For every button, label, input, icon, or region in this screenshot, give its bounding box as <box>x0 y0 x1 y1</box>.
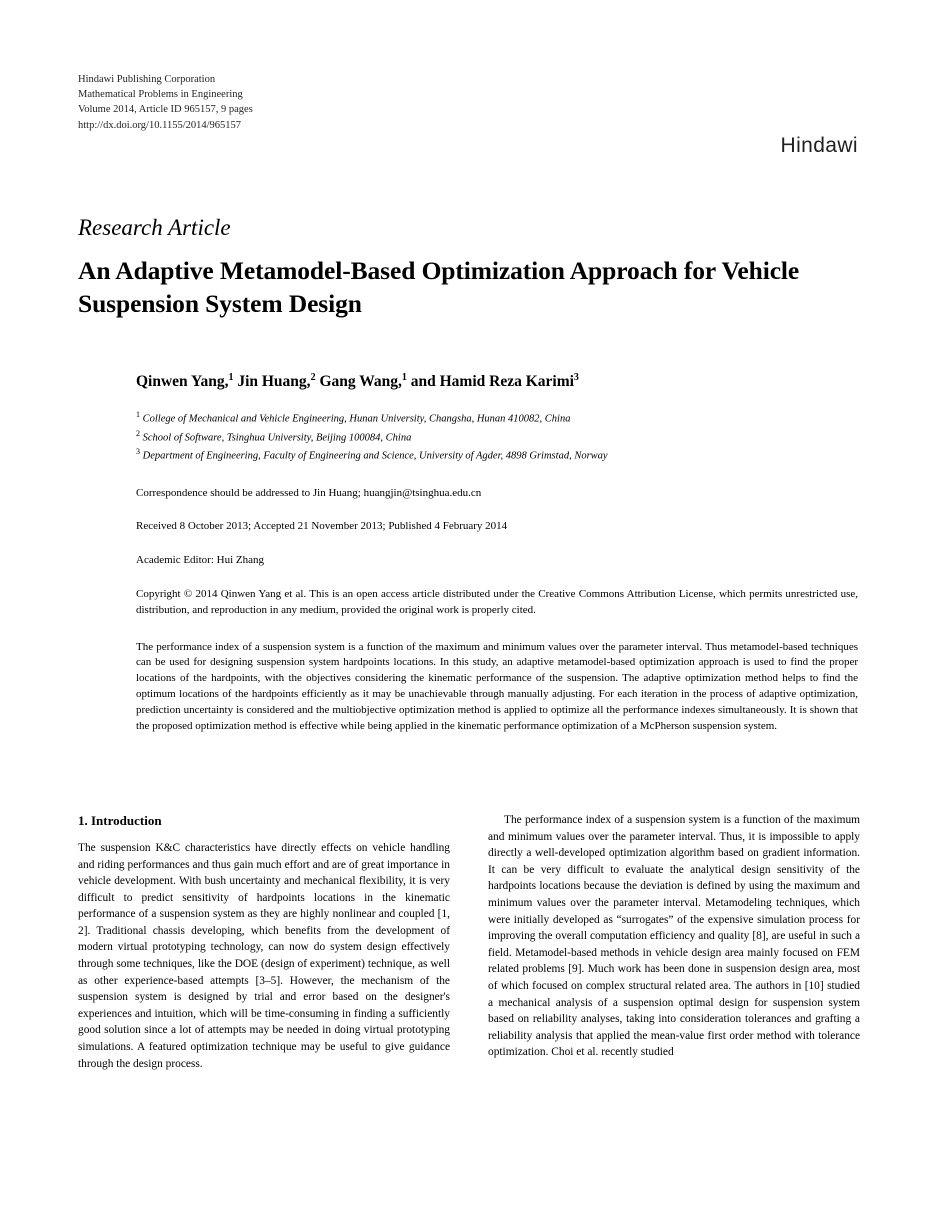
academic-editor-line: Academic Editor: Hui Zhang <box>136 553 264 566</box>
section-heading-introduction: 1. Introduction <box>78 813 162 828</box>
paragraph-intro-left: The suspension K&C characteristics have directly effects on vehicle handling and riding performances and thus gain much effort and are of great importance in vehicle development. With bush uncertainty and mechanical flexibility, it is very difficult to predict sensitivity of hardpoints locations in the kinematic performance of a suspension system as they are highly nonlinear and coupled [1, 2]. Traditional chassis developing, which benefits from the development of modern virtual prototyping technology, can now do system design effectively through some techniques, like the DOE (design of experiment) technique, as well as other experience-based attempts [3–5]. However, the mechanism of the suspension system is designed by trial and error based on the designer's experiences and intuition, which will be time-consuming in finding a sufficiently good solution since a lot of attempts may be needed in doing virtual prototyping simulations. A featured optimization technique may be useful to give guidance through the design process. <box>78 841 450 1070</box>
publisher-doi-link[interactable]: http://dx.doi.org/10.1155/2014/965157 <box>78 119 242 131</box>
abstract-text: The performance index of a suspension system is a function of the maximum and minimum values over the parameter interval. Thus metamodel-based techniques can be used for designing suspension system hardpoints locations. In this study, an adaptive metamodel-based optimization approach is used to find the proper locations of the hardpoints, with the objectives considering the kinematic performance of the suspension. The adaptive optimization method helps to find the optimum locations of the hardpoints efficiently as it may be unachievable through manually adjusting. For each iteration in the process of adaptive optimization, prediction uncertainty is considered and the multiobjective optimization method is applied to optimize all the performance indexes simultaneously. It is shown that the proposed optimization method is effective while being applied in the kinematic performance optimization of a McPherson suspension system. <box>136 640 858 732</box>
affiliation-text-2: School of Software, Tsinghua University, Beijing 100084, China <box>142 432 412 444</box>
body-columns <box>78 812 860 1072</box>
publisher-info <box>78 72 858 133</box>
column-left <box>78 812 450 1072</box>
affiliation-1 <box>136 409 858 428</box>
hindawi-logo-text: Hindawi <box>780 134 858 157</box>
page-title: An Adaptive Metamodel-Based Optimization Approach for Vehicle Suspension System Design <box>78 255 800 318</box>
paper-content <box>78 72 858 734</box>
article-type-label: Research Article <box>78 214 231 240</box>
affiliation-marker-1: 1 <box>136 410 140 420</box>
correspondence-line: Correspondence should be addressed to Jin Huang; huangjin@tsinghua.edu.cn <box>136 486 482 499</box>
affiliation-3 <box>136 446 858 465</box>
paragraph-intro-right: The performance index of a suspension system is a function of the maximum and minimum values over the parameter interval. Thus, it is impossible to apply directly a well-developed optimization algorithm based on gradient information. It can be very difficult to evaluate the analytical design sensitivity of the hardpoints locations because the deviation is defined by using the maximum and minimum values over the parameter interval. Metamodeling techniques, which were initially developed as “surrogates” of the expensive simulation process for improving the overall computation efficiency and quality [8], are useful in such a field. Metamodel-based methods in vehicle design area mainly focused on FEM related problems [9]. Much work has been done in suspension design area, most of which focused on complex structural related area. The authors in [10] studied a mechanical analysis of a suspension optimal design for suspension system based on reliability analyses, taking into consideration tolerances and grafting a reliability analysis that applied the mean-value first order method with tolerance optimization. Choi et al. recently studied <box>488 814 860 1059</box>
affiliations <box>136 409 858 465</box>
affiliation-text-1: College of Mechanical and Vehicle Engineering, Hunan University, Changsha, Hunan 410082, China <box>142 413 571 425</box>
affiliation-2 <box>136 428 858 447</box>
affiliation-marker-2: 2 <box>136 428 140 438</box>
publisher-line-3: Volume 2014, Article ID 965157, 9 pages <box>78 104 253 116</box>
hindawi-logo <box>781 134 859 158</box>
dates-line: Received 8 October 2013; Accepted 21 November 2013; Published 4 February 2014 <box>136 520 508 533</box>
publisher-line-1: Hindawi Publishing Corporation <box>78 74 216 85</box>
publisher-line-2: Mathematical Problems in Engineering <box>78 89 243 101</box>
copyright-notice: Copyright © 2014 Qinwen Yang et al. This is an open access article distributed under the Creative Commons Attribution License, which permits unrestricted use, distribution, and reproduction in any medium, provided the original work is properly cited. <box>136 588 858 616</box>
affiliation-marker-3: 3 <box>136 447 140 457</box>
affiliation-text-3: Department of Engineering, Faculty of Engineering and Science, University of Agder, 4898 Grimstad, Norway <box>142 450 608 462</box>
author-list: Qinwen Yang,$^1$ Jin Huang,$^2$ Gang Wang,$^1$ and Hamid Reza Karimi$^3$ <box>136 372 579 391</box>
column-right <box>488 812 860 1072</box>
